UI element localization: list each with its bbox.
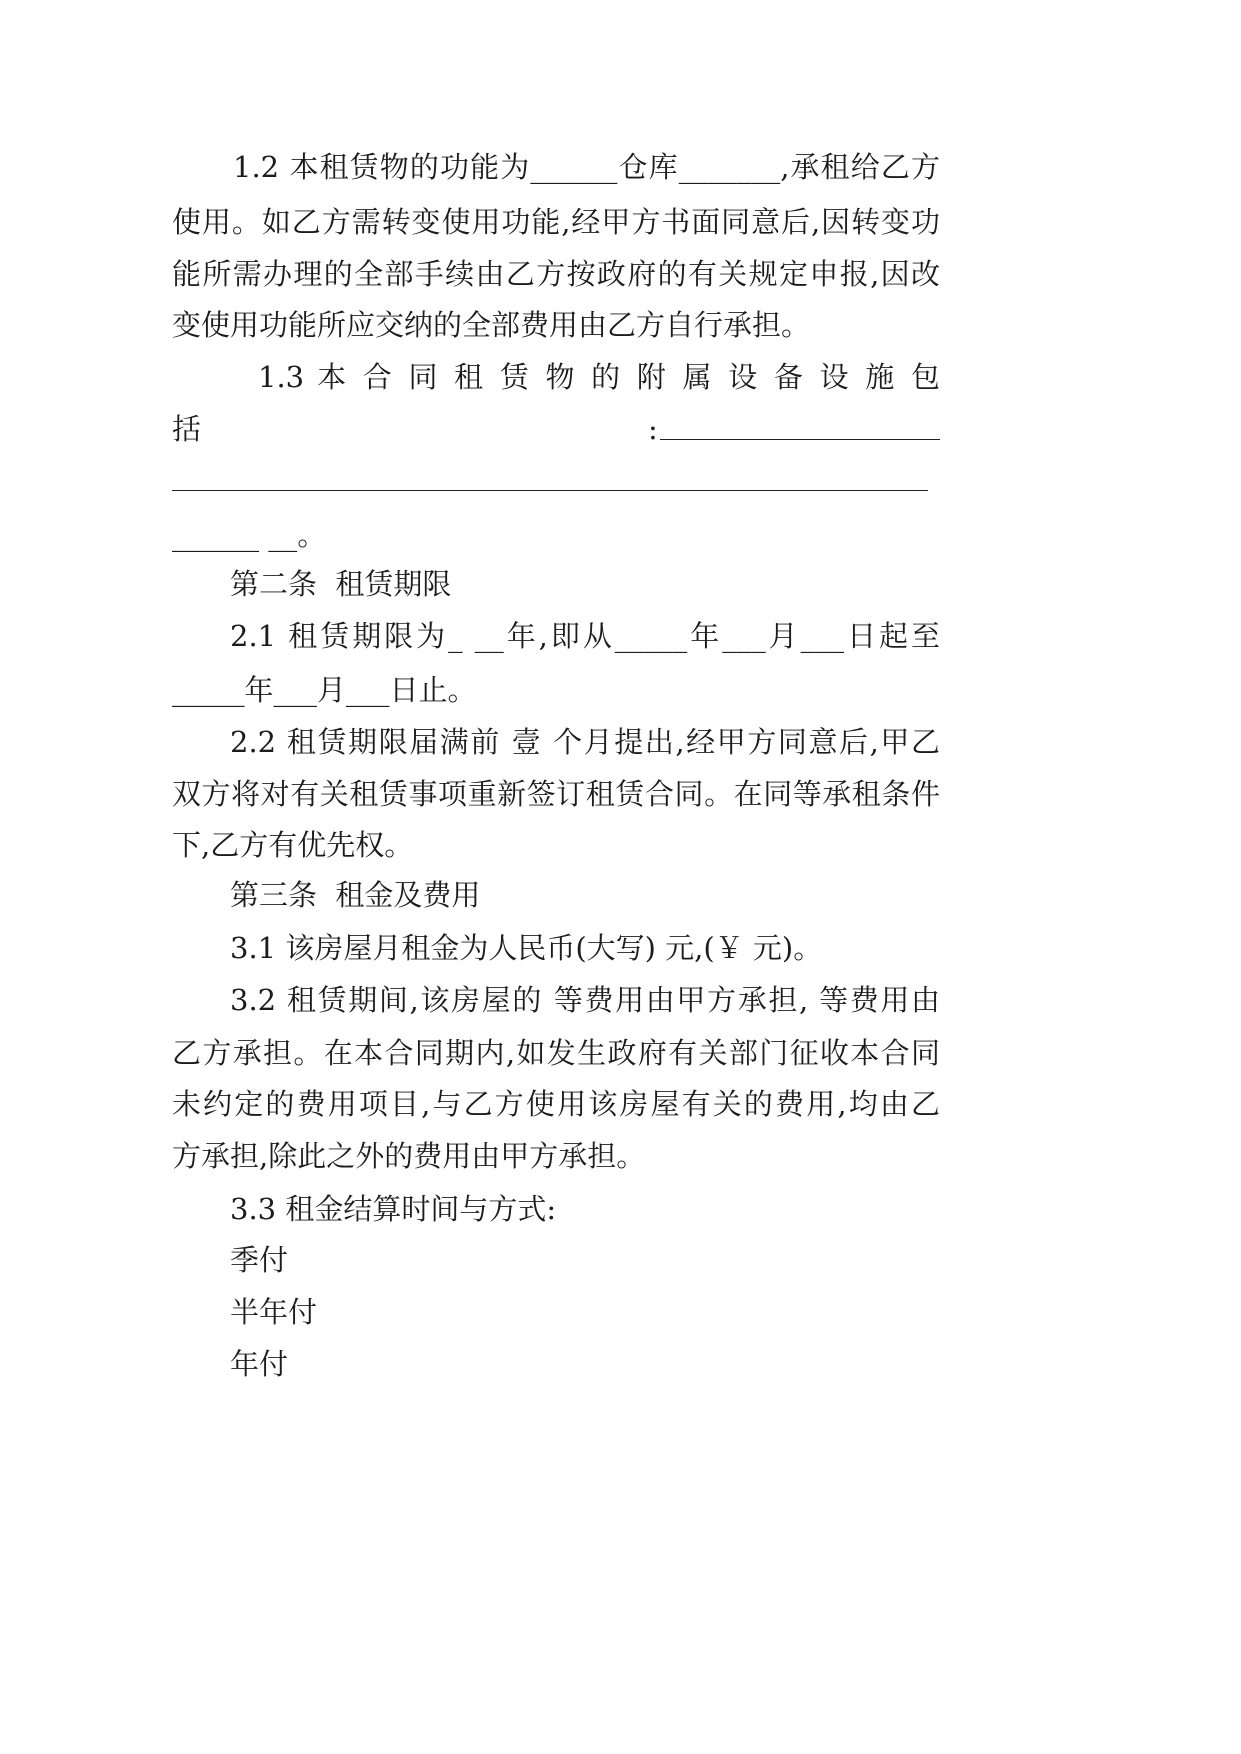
article-3-heading: 第三条 租金及费用 — [230, 878, 481, 912]
clause-3-3: 3.3 租金结算时间与方式: — [230, 1192, 557, 1226]
clause-3-2-line-3: 未约定的费用项目,与乙方使用该房屋有关的费用,均由乙 — [172, 1087, 940, 1121]
clause-3-2-line-2: 乙方承担。在本合同期内,如发生政府有关部门征收本合同 — [172, 1036, 940, 1070]
payment-option-semiannual: 半年付 — [230, 1295, 318, 1329]
clause-1-2-line-3: 能所需办理的全部手续由乙方按政府的有关规定申报,因改 — [172, 257, 940, 291]
clause-1-2-line-4: 变使用功能所应交纳的全部费用由乙方自行承担。 — [172, 308, 811, 342]
clause-1-2-line-2: 使用。如乙方需转变使用功能,经甲方书面同意后,因转变功 — [172, 205, 940, 239]
clause-2-2-line-3: 下,乙方有优先权。 — [172, 828, 414, 862]
clause-1-2-line-1: 1.2 本租赁物的功能为______仓库_______,承租给乙方 — [233, 150, 940, 184]
clause-3-1: 3.1 该房屋月租金为人民币(大写) 元,(￥ 元)。 — [230, 931, 823, 965]
clause-1-3-line-1: 1.3 本 合 同 租 赁 物 的 附 属 设 备 设 施 包 — [258, 360, 940, 394]
payment-option-quarterly: 季付 — [230, 1243, 289, 1277]
clause-1-3-line-4: ______ __。 — [172, 518, 327, 552]
clause-2-2-line-2: 双方将对有关租赁事项重新签订租赁合同。在同等承租条件 — [172, 777, 940, 811]
article-2-heading: 第二条 租赁期限 — [230, 567, 452, 601]
clause-1-3-line-2-start: 括 — [172, 412, 202, 446]
clause-3-2-line-4: 方承担,除此之外的费用由甲方承担。 — [172, 1139, 646, 1173]
blank-line-facilities-2 — [172, 490, 928, 491]
clause-3-2-line-1: 3.2 租赁期间,该房屋的 等费用由甲方承担, 等费用由 — [230, 983, 940, 1017]
clause-2-2-line-1: 2.2 租赁期限届满前 壹 个月提出,经甲方同意后,甲乙 — [230, 725, 940, 759]
clause-1-3-colon: : — [648, 412, 658, 446]
clause-2-1-line-2: _____年___月___日止。 — [172, 673, 477, 707]
blank-line-facilities-1 — [660, 439, 940, 440]
clause-2-1-line-1: 2.1 租赁期限为_ __年,即从_____年___月___日起至 — [230, 619, 940, 653]
payment-option-annual: 年付 — [230, 1347, 289, 1381]
